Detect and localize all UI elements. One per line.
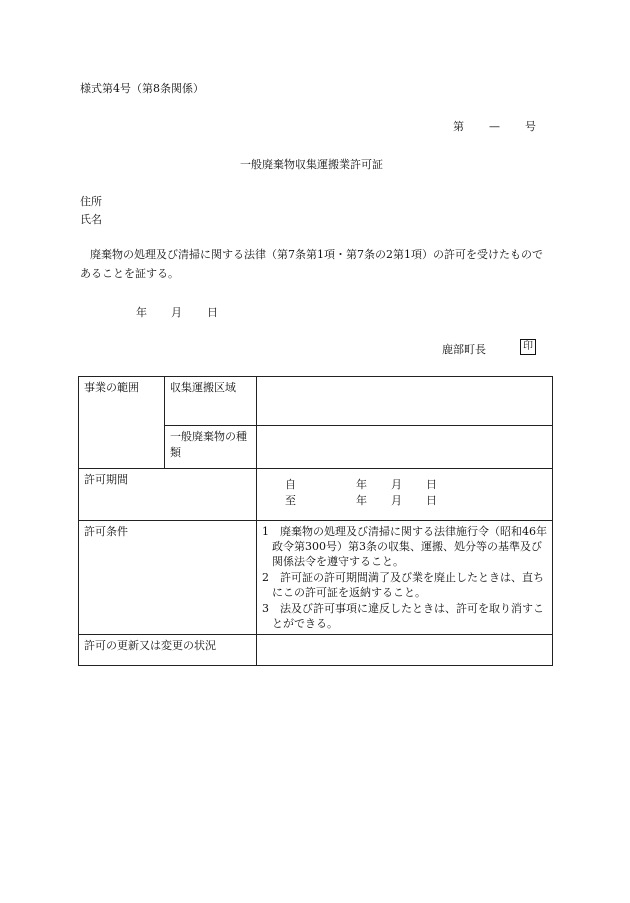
date-year: 年	[136, 306, 147, 319]
condition-item: 1 廃棄物の処理及び清掃に関する法律施行令（昭和46年政令第300号）第3条の収集、運搬、処分等の基準及び関係法令を遵守すること。	[262, 525, 547, 568]
number-prefix: 第	[453, 120, 464, 133]
period-label: 許可期間	[79, 469, 257, 521]
waste-type-label: 一般廃棄物の種類	[165, 426, 257, 469]
condition-item: 3 法及び許可事項に違反したときは、許可を取り消すことができる。	[262, 602, 544, 630]
to-month: 月	[391, 494, 402, 507]
renewal-value	[257, 635, 553, 666]
period-from-line	[285, 477, 547, 493]
number-dash: —	[489, 120, 500, 133]
table-row	[79, 635, 553, 666]
issue-date	[136, 304, 218, 320]
period-to: 至	[285, 494, 296, 507]
to-day: 日	[426, 494, 437, 507]
from-day: 日	[426, 478, 437, 491]
table-row	[79, 521, 553, 635]
collection-area-label: 収集運搬区域	[165, 377, 257, 426]
renewal-label: 許可の更新又は変更の状況	[79, 635, 257, 666]
date-month: 月	[171, 306, 182, 319]
address-label: 住所	[80, 195, 102, 208]
seal-mark: 印	[520, 339, 536, 355]
from-year: 年	[356, 478, 367, 491]
conditions-label: 許可条件	[79, 521, 257, 635]
table-row	[79, 377, 553, 426]
document-title: 一般廃棄物収集運搬業許可証	[240, 158, 383, 171]
date-day: 日	[207, 306, 218, 319]
number-suffix: 号	[525, 120, 536, 133]
to-year: 年	[356, 494, 367, 507]
table-row	[79, 469, 553, 521]
condition-item: 2 許可証の許可期間満了及び業を廃止したときは、直ちにこの許可証を返納すること。	[262, 571, 544, 599]
name-label: 氏名	[80, 213, 102, 226]
issuer-name: 鹿部町長	[442, 343, 486, 356]
period-from: 自	[285, 478, 296, 491]
permit-table	[78, 376, 553, 666]
business-scope-label: 事業の範囲	[79, 377, 165, 469]
form-number: 様式第4号（第8条関係）	[80, 82, 204, 95]
from-month: 月	[391, 478, 402, 491]
conditions-value	[257, 521, 553, 635]
period-to-line	[285, 493, 547, 509]
certification-text: 廃棄物の処理及び清掃に関する法律（第7条第1項・第7条の2第1項）の許可を受けたものであることを証する。	[80, 248, 543, 280]
waste-type-value	[257, 426, 553, 469]
period-value	[257, 469, 553, 521]
certificate-number	[453, 118, 536, 134]
collection-area-value	[257, 377, 553, 426]
